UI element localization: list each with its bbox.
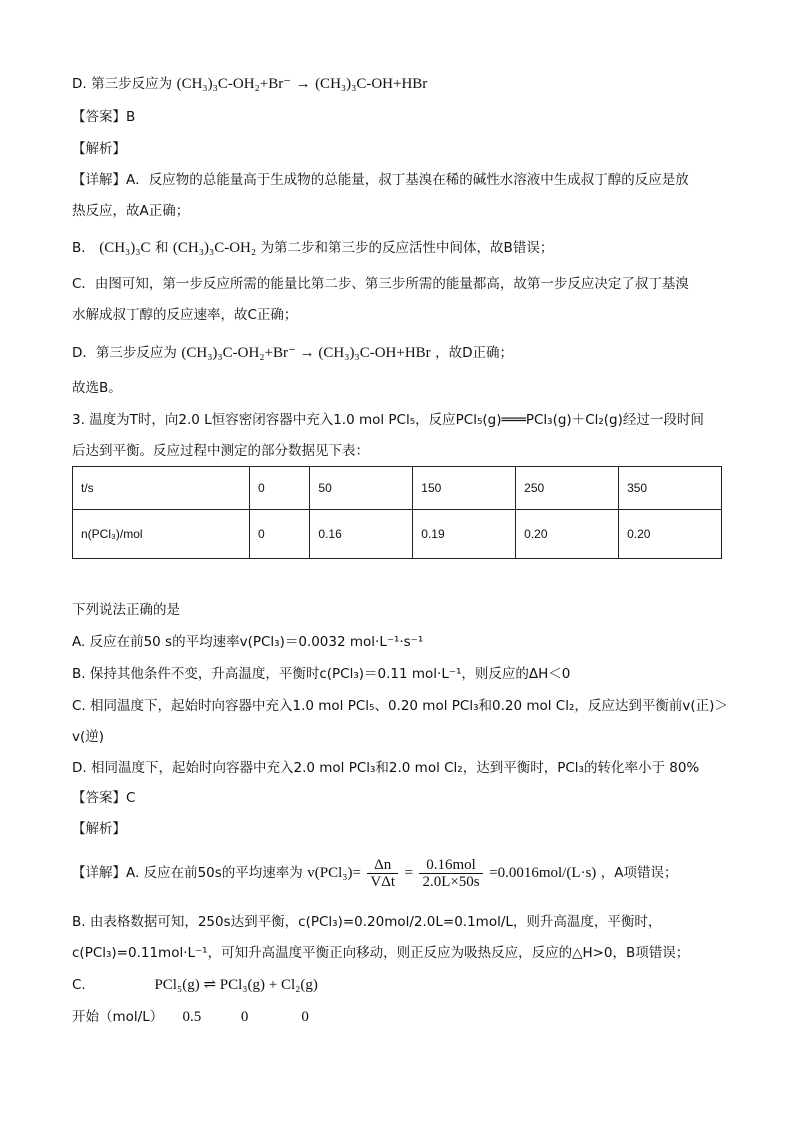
table-cell: 0 — [250, 510, 310, 559]
start-value: 0.5 — [182, 1009, 202, 1025]
option-c-line2: v(逆) — [72, 729, 105, 745]
table-cell: 150 — [413, 467, 516, 510]
detail-1-c-line2: 水解成叔丁醇的反应速率，故C正确； — [72, 307, 298, 323]
start-label: 开始（mol/L） — [72, 1009, 164, 1025]
d-equation: (CH₃)₃C-OH₂+Br⁻ → (CH₃)₃C-OH+HBr — [181, 345, 431, 361]
conclusion-1: 故选B。 — [72, 380, 122, 396]
a-prefix: 【详解】A. 反应在前50s的平均速率为 — [72, 865, 303, 881]
analysis-2: 【解析】 — [72, 821, 126, 837]
d-prefix: D．第三步反应为 — [72, 345, 177, 361]
answer-2: 【答案】C — [72, 790, 136, 806]
c-equation: PCl₅(g) ⇌ PCl₃(g) + Cl₂(g) — [154, 977, 318, 993]
c-label: C. — [72, 977, 86, 993]
data-table — [72, 466, 722, 559]
a-rate: v(PCl₃)= — [307, 865, 361, 881]
equation-left: (CH₃)₃C-OH₂+Br⁻ — [176, 76, 292, 92]
start-value: 0 — [301, 1009, 309, 1025]
a-suffix: ，A项错误； — [600, 865, 678, 881]
b-and: 和 — [154, 240, 169, 256]
table-row — [73, 510, 722, 559]
detail-2-b-line2: c(PCl₃)=0.11mol·L⁻¹，可知升高温度平衡正向移动，则正反应为吸热反应，反应的△H>0，B项错误； — [72, 945, 690, 961]
a-result: =0.0016mol/(L·s) — [489, 865, 597, 881]
option-text: 第三步反应为 — [91, 76, 173, 92]
detail-1-c-line1: C．由图可知，第一步反应所需的能量比第二步、第三步所需的能量都高，故第一步反应决定了叔丁基溴 — [72, 276, 689, 292]
detail-1-b-line — [72, 238, 553, 258]
table-cell: 0 — [250, 467, 310, 510]
equation-right: (CH₃)₃C-OH+HBr — [315, 76, 428, 92]
detail-2-a-line — [72, 856, 678, 890]
table-cell: n(PCl₃)/mol — [73, 510, 250, 559]
fraction-2-den: 2.0L×50s — [422, 873, 480, 890]
equals-sign: = — [404, 865, 413, 881]
option-d-line — [72, 74, 427, 94]
table-cell: 250 — [516, 467, 619, 510]
question-prompt: 下列说法正确的是 — [72, 602, 180, 618]
table-row — [73, 467, 722, 510]
table-cell: 0.20 — [516, 510, 619, 559]
table-cell: t/s — [73, 467, 250, 510]
analysis-1: 【解析】 — [72, 141, 126, 157]
fraction-2-num: 0.16mol — [419, 857, 482, 874]
option-d: D. 相同温度下，起始时向容器中充入2.0 mol PCl₃和2.0 mol Cl₂，达到平衡时，PCl₃的转化率小于 80% — [72, 760, 700, 776]
fraction-1 — [367, 857, 398, 890]
question-3-line1: 3. 温度为T时，向2.0 L恒容密闭容器中充入1.0 mol PCl₅，反应PCl₅(g)═══PCl₃(g)＋Cl₂(g)经过一段时间 — [72, 412, 704, 428]
b-chem-1: (CH₃)₃C — [99, 240, 151, 256]
detail-2-c-line — [72, 975, 318, 995]
table-cell: 50 — [310, 467, 413, 510]
table-cell: 350 — [619, 467, 722, 510]
fraction-2 — [419, 857, 482, 890]
b-chem-2: (CH₃)₃C-OH₂ — [172, 240, 257, 256]
detail-1-a-line1: 【详解】A．反应物的总能量高于生成物的总能量，叔丁基溴在稀的碱性水溶液中生成叔丁醇的反应是放 — [72, 172, 689, 188]
start-row — [72, 1007, 309, 1027]
detail-1-a-line2: 热反应，故A正确； — [72, 203, 190, 219]
equation-arrow: → — [295, 76, 311, 92]
fraction-1-num: Δn — [367, 857, 398, 874]
option-b: B. 保持其他条件不变，升高温度，平衡时c(PCl₃)＝0.11 mol·L⁻¹，则反应的ΔH＜0 — [72, 666, 571, 682]
detail-1-d-line — [72, 343, 513, 363]
fraction-1-den: VΔt — [370, 873, 396, 890]
d-suffix: ，故D正确； — [435, 345, 514, 361]
option-a: A. 反应在前50 s的平均速率v(PCl₃)＝0.0032 mol·L⁻¹·s⁻¹ — [72, 634, 424, 650]
table-cell: 0.16 — [310, 510, 413, 559]
question-3-line2: 后达到平衡。反应过程中测定的部分数据见下表： — [72, 443, 369, 459]
detail-2-b-line1: B. 由表格数据可知，250s达到平衡，c(PCl₃)=0.20mol/2.0L=0.1mol/L，则升高温度，平衡时， — [72, 914, 662, 930]
option-c-line1: C. 相同温度下，起始时向容器中充入1.0 mol PCl₅、0.20 mol PCl₃和0.20 mol Cl₂，反应达到平衡前v(正)＞ — [72, 698, 728, 714]
b-prefix: B． — [72, 240, 95, 256]
table-cell: 0.19 — [413, 510, 516, 559]
option-label: D. — [72, 76, 87, 92]
table-cell: 0.20 — [619, 510, 722, 559]
start-value: 0 — [240, 1009, 249, 1025]
answer-1: 【答案】B — [72, 109, 136, 125]
b-suffix: 为第二步和第三步的反应活性中间体，故B错误； — [260, 240, 554, 256]
